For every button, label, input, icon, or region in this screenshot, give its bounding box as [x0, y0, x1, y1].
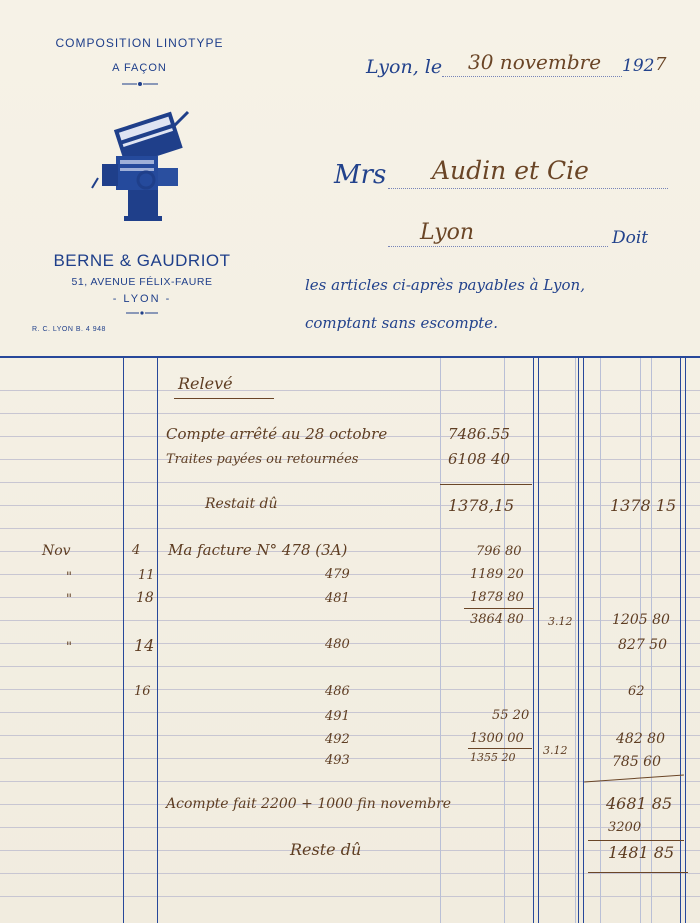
ledger-rule [0, 551, 700, 552]
sum-line [464, 608, 534, 609]
row-total: 827 50 [618, 637, 667, 653]
ledger-rule [0, 528, 700, 529]
col-divider [685, 358, 686, 923]
col-divider [680, 358, 681, 923]
sum-line [588, 840, 684, 841]
col-divider [157, 358, 158, 923]
date-day-month: 30 novembre [468, 50, 602, 74]
date-line [442, 76, 622, 77]
row-day: 11 [138, 568, 155, 583]
row-description: 486 [325, 684, 350, 699]
row-total: 482 80 [616, 731, 665, 747]
month-label: Nov [42, 543, 71, 559]
col-divider [538, 358, 539, 923]
registry-number: R. C. LYON B. 4 948 [32, 326, 106, 333]
letterhead-tagline-2: A FAÇON [112, 62, 167, 74]
account-value: 7486.55 [448, 425, 511, 443]
letterhead-tagline: COMPOSITION LINOTYPE [55, 36, 224, 50]
row-ditto: " [66, 592, 72, 607]
deposit-label: Acompte fait 2200 + 1000 fin novembre [166, 796, 452, 812]
col-divider [440, 358, 441, 923]
table-top-rule [0, 356, 700, 358]
ornament-icon [125, 310, 159, 316]
ledger-rule [0, 505, 700, 506]
drafts-value: 6108 40 [448, 450, 511, 468]
ledger-rule [0, 620, 700, 621]
col-divider [575, 358, 576, 923]
ledger-rule [0, 643, 700, 644]
row-description: 479 [325, 567, 350, 582]
firm-address: 51, AVENUE FÉLIX-FAURE [71, 276, 213, 288]
sum-line [468, 748, 532, 749]
firm-city: - LYON - [112, 293, 172, 305]
row-amount: 1189 20 [470, 567, 524, 582]
ledger-rule [0, 666, 700, 667]
row-amount: 796 80 [476, 544, 522, 559]
col-divider [123, 358, 124, 923]
remaining-label: Reste dû [290, 840, 362, 859]
ledger-rule [0, 896, 700, 897]
row-description: 480 [325, 637, 350, 652]
row-ditto: " [66, 640, 72, 655]
final-underline [588, 872, 688, 873]
terms-line-2: comptant sans escompte. [305, 314, 498, 332]
year-prefix: 192 [622, 56, 655, 76]
row-amount: 3864 80 [470, 612, 524, 627]
doit-label: Doit [612, 228, 649, 248]
row-amount: 1878 80 [470, 590, 524, 605]
row-amount: 55 20 [492, 708, 530, 723]
ledger-rule [0, 758, 700, 759]
row-day: 4 [132, 543, 141, 558]
account-label: Compte arrêté au 28 octobre [166, 425, 388, 443]
remaining-value: 1481 85 [608, 843, 675, 862]
row-total: 785 60 [612, 754, 661, 770]
terms-line-1: les articles ci-après payables à Lyon, [305, 276, 585, 294]
ledger-rule [0, 873, 700, 874]
row-description: 493 [325, 753, 350, 768]
balance-value: 1378,15 [448, 496, 515, 515]
row-total: 62 [628, 684, 645, 699]
ledger-rule [0, 482, 700, 483]
col-divider [578, 358, 579, 923]
row-description: Ma facture N° 478 (3A) [168, 541, 348, 559]
ledger-rule [0, 597, 700, 598]
balance-label: Restait dû [205, 496, 278, 512]
col-divider [600, 358, 601, 923]
row-description: 492 [325, 732, 350, 747]
firm-name: BERNE & GAUDRIOT [53, 251, 231, 270]
row-description: 481 [325, 591, 350, 606]
row-date: 3.12 [548, 615, 573, 628]
row-day: 16 [134, 684, 151, 699]
ledger-rule [0, 712, 700, 713]
year-suffix: 7 [655, 54, 667, 75]
row-description: 491 [325, 709, 350, 724]
recipient-line [388, 188, 668, 189]
recipient-name: Audin et Cie [432, 156, 589, 185]
linotype-machine-icon [88, 108, 198, 228]
statement-heading: Relevé [178, 374, 233, 393]
ledger-rule [0, 689, 700, 690]
row-total: 1205 80 [612, 612, 670, 628]
row-ditto: " [66, 570, 72, 585]
drafts-label: Traites payées ou retournées [166, 452, 359, 467]
deposit-amount: 3200 [608, 820, 642, 835]
ledger-rule [0, 413, 700, 414]
row-day: 18 [136, 590, 154, 606]
deposit-subtotal: 4681 85 [606, 794, 673, 813]
recipient-title: Mrs [334, 160, 387, 190]
row-date: 3.12 [543, 744, 568, 757]
col-divider [583, 358, 584, 923]
heading-underline [174, 398, 274, 399]
balance-total: 1378 15 [610, 496, 677, 515]
place-prefix: Lyon, le [366, 56, 443, 78]
row-day: 14 [134, 636, 155, 655]
ledger-rule [0, 827, 700, 828]
subtraction-line [440, 484, 532, 485]
ledger-rule [0, 574, 700, 575]
ledger-rule [0, 735, 700, 736]
row-amount: 1300 00 [470, 731, 524, 746]
row-amount: 1355 20 [470, 751, 516, 764]
ornament-icon [120, 80, 160, 88]
ledger-rule [0, 390, 700, 391]
recipient-city-line [388, 246, 608, 247]
recipient-city: Lyon [420, 220, 475, 245]
col-divider [533, 358, 534, 923]
